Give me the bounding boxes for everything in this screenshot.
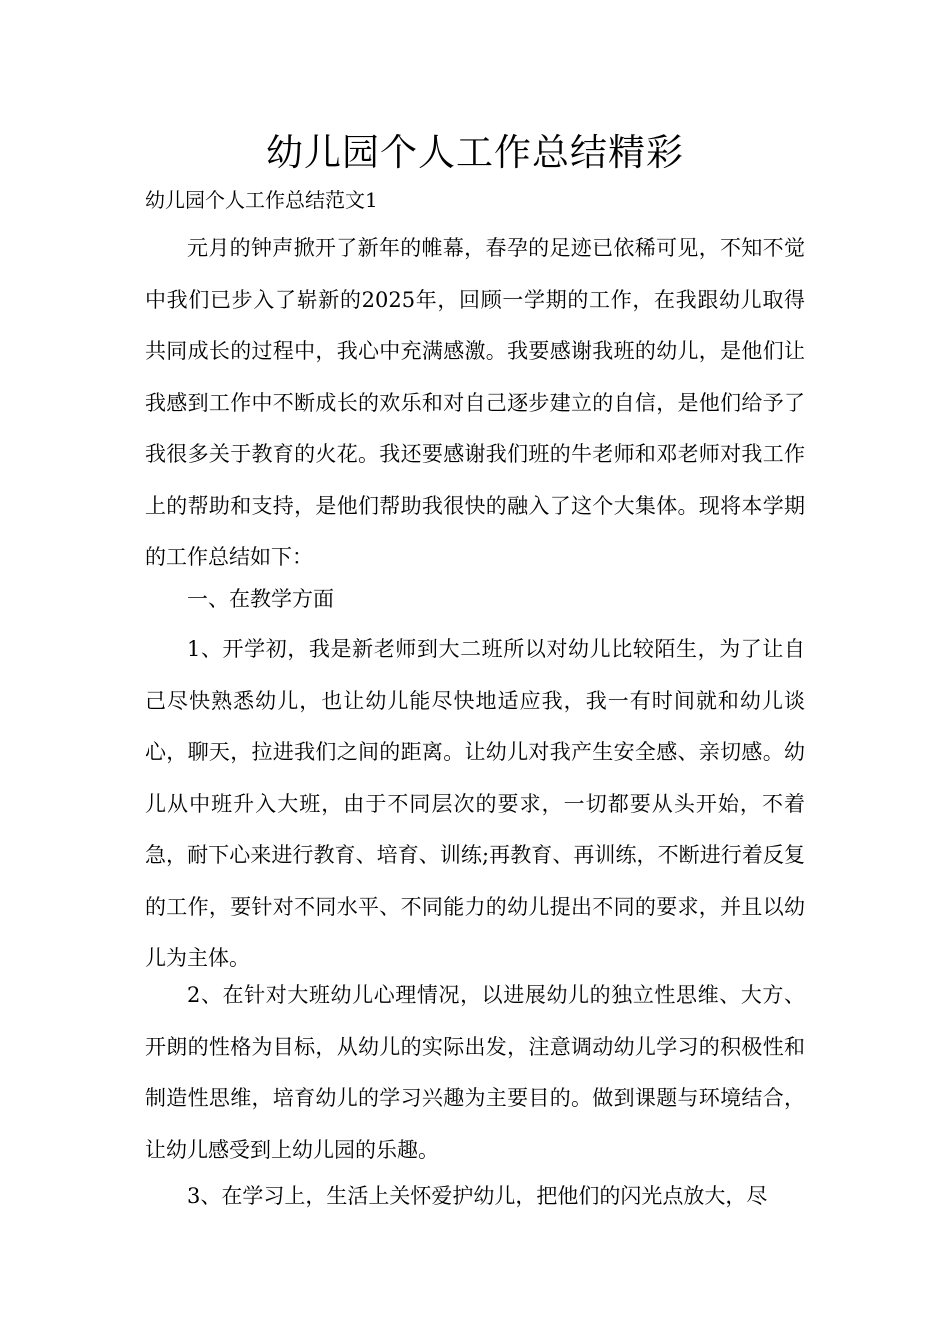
document-title: 幼儿园个人工作总结精彩 bbox=[266, 131, 684, 174]
paragraph-intro: 元月的钟声掀开了新年的帷幕，春孕的足迹已依稀可见，不知不觉中我们已步入了崭新的2025年，回顾一学期的工作，在我跟幼儿取得共同成长的过程中，我心中充满感激。我要感谢我班的幼儿，是他们让我感到工作中不断成长的欢乐和对自己逐步建立的自信，是他们给予了我很多关于教育的火花。我还要感谢我们班的牛老师和邓老师对我工作上的帮助和支持，是他们帮助我很快的融入了这个大集体。现将本学期的工作总结如下： bbox=[145, 236, 805, 569]
section-heading-teaching: 一、在教学方面 bbox=[187, 587, 334, 611]
paragraph-item-2: 2、在针对大班幼儿心理情况，以进展幼儿的独立性思维、大方、开朗的性格为目标，从幼儿的实际出发，注意调动幼儿学习的积极性和制造性思维，培育幼儿的学习兴趣为主要目的。做到课题与环境结合，让幼儿感受到上幼儿园的乐趣。 bbox=[145, 983, 805, 1162]
paragraph-item-3: 3、在学习上，生活上关怀爱护幼儿，把他们的闪光点放大，尽 bbox=[187, 1184, 768, 1208]
paragraph-item-1: 1、开学初，我是新老师到大二班所以对幼儿比较陌生，为了让自己尽快熟悉幼儿，也让幼儿能尽快地适应我，我一有时间就和幼儿谈心，聊天，拉进我们之间的距离。让幼儿对我产生安全感、亲切感。幼儿从中班升入大班，由于不同层次的要求，一切都要从头开始，不着急，耐下心来进行教育、培育、训练;再教育、再训练，不断进行着反复的工作，要针对不同水平、不同能力的幼儿提出不同的要求，并且以幼儿为主体。 bbox=[145, 637, 805, 970]
document-subtitle: 幼儿园个人工作总结范文1 bbox=[145, 188, 378, 212]
